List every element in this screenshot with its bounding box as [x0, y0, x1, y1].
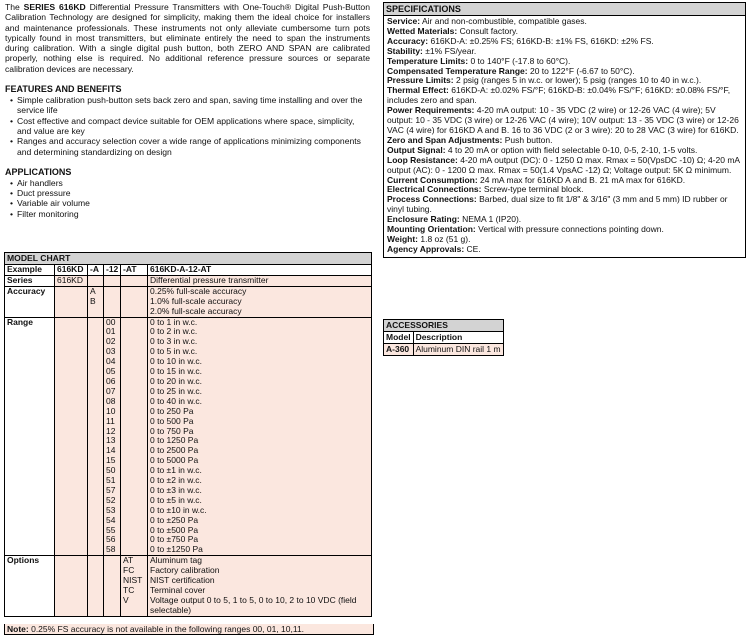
model-chart-note: Note: 0.25% FS accuracy is not available in the following ranges 00, 01, 10,11. — [4, 624, 374, 635]
range-code: 07 — [106, 385, 116, 396]
accessories-col-desc: Description — [413, 332, 503, 344]
features-list — [5, 95, 370, 157]
specifications-title: SPECIFICATIONS — [384, 3, 745, 16]
range-code: 58 — [106, 544, 116, 555]
options-row: Options AT FC NIST TC V Aluminum tag Factory calibration NIST certification Terminal cover Voltage output 0 to 5, 1 to 5, 0 to 10, 2 to 10 VDC (field selectable) — [5, 556, 372, 616]
range-code: 15 — [106, 455, 116, 466]
range-row: Range 00 01 02 03 04 05 06 07 08 10 11 12 13 14 15 50 51 57 52 53 54 55 56 58 0 to 1 in w.c. 0 to 2 in w.c. 0 to 3 in w.c. 0 to 5 in w.c. 0 to 10 in w.c. 0 to 15 in w.c. 0 to 20 in w.c. 0 to 25 in w.c. 0 to 40 in w.c. 0 to 250 Pa 0 to 500 Pa 0 to 750 Pa 0 to 1250 Pa 0 to 2500 Pa 0 to 5000 Pa 0 to ±1 in w.c. 0 to ±2 in w.c. 0 to ±3 in w.c. 0 to ±5 in w.c. 0 to ±10 in w.c. 0 to ±250 Pa 0 to ±500 Pa 0 to ±750 Pa 0 to ±1250 Pa — [5, 317, 372, 556]
option-desc: NIST certification — [150, 575, 215, 586]
spec-item: Thermal Effect: 616KD-A: ±0.02% FS/°F; 616KD-B: ±0.04% FS/°F; 616KD: ±0.08% FS/°F, includes zero and span. — [387, 85, 731, 106]
feature-item: • Simple calibration push-button sets back zero and span, saving time installing and over the service life — [11, 95, 370, 116]
range-code: 51 — [106, 475, 116, 486]
left-column — [5, 2, 370, 219]
accuracy-desc: 0.25% full-scale accuracy — [150, 285, 247, 296]
range-desc: 0 to 500 Pa — [150, 415, 194, 426]
range-code: 13 — [106, 435, 116, 446]
range-code: 55 — [106, 524, 116, 535]
range-desc: 0 to 5 in w.c. — [150, 346, 198, 357]
model-chart — [4, 252, 372, 617]
range-desc: 0 to 2500 Pa — [150, 445, 199, 456]
feature-item: • Ranges and accuracy selection cover a wide range of applications minimizing components and determining standardizing on design — [11, 136, 370, 157]
option-code: NIST — [123, 575, 143, 586]
spec-item: Electrical Connections: Screw-type terminal block. — [387, 184, 584, 195]
spec-item: Enclosure Rating: NEMA 1 (IP20). — [387, 214, 522, 225]
specifications-body — [384, 16, 745, 257]
range-desc: 0 to ±10 in w.c. — [150, 504, 207, 515]
accessories-box — [383, 319, 504, 356]
range-code: 01 — [106, 326, 116, 337]
range-desc: 0 to ±1 in w.c. — [150, 465, 202, 476]
range-code: 53 — [106, 504, 116, 515]
features-title: FEATURES AND BENEFITS — [5, 84, 122, 95]
accessories-table — [383, 319, 504, 356]
accuracy-desc: 1.0% full-scale accuracy — [150, 295, 242, 306]
range-code: 05 — [106, 366, 116, 377]
range-code: 02 — [106, 336, 116, 347]
range-code: 10 — [106, 405, 116, 416]
application-item: • Air handlers — [11, 178, 370, 188]
option-desc: Aluminum tag — [150, 555, 202, 566]
range-desc: 0 to ±3 in w.c. — [150, 484, 202, 495]
range-code: 06 — [106, 375, 116, 386]
accessories-col-model: Model — [384, 332, 414, 344]
range-code: 12 — [106, 425, 116, 436]
series-row: Series 616KD Differential pressure transmitter — [5, 275, 372, 286]
range-code: 08 — [106, 395, 116, 406]
range-code: 56 — [106, 534, 116, 545]
range-desc: 0 to 2 in w.c. — [150, 326, 198, 337]
spec-item: Power Requirements: 4-20 mA output: 10 - 35 VDC (2 wire) or 12-26 VAC (4 wire); 5V output: 10 - 35 VDC (3 wire) or 12-26 VAC (4 wire); 10V output: 13 - 35 VDC (3 wire) or 12-26 VAC (4 wire) for 616KD A and B. 16 to 36 VDC (2 or 3 wire): 20 to 28 VAC (3 wire) for 616KD. — [387, 105, 739, 135]
spec-item: Pressure Limits: 2 psig (ranges 5 in w.c. or lower); 5 psig (ranges 10 to 40 in w.c.). — [387, 75, 702, 86]
application-item: • Duct pressure — [11, 188, 370, 198]
range-desc: 0 to ±500 Pa — [150, 524, 199, 535]
range-code: 57 — [106, 484, 116, 495]
accessory-row: A-360 Aluminum DIN rail 1 m — [384, 344, 504, 356]
option-desc: Voltage output 0 to 5, 1 to 5, 0 to 10, 2 to 10 VDC (field selectable) — [150, 594, 357, 615]
range-desc: 0 to 40 in w.c. — [150, 395, 202, 406]
applications-title: APPLICATIONS — [5, 166, 72, 177]
range-code: 03 — [106, 346, 116, 357]
range-desc: 0 to 15 in w.c. — [150, 366, 202, 377]
range-desc: 0 to ±250 Pa — [150, 514, 199, 525]
option-code: AT — [123, 555, 134, 566]
range-code: 11 — [106, 415, 115, 426]
range-code: 52 — [106, 494, 116, 505]
spec-item: Mounting Orientation: Vertical with pressure connections pointing down. — [387, 224, 664, 235]
range-desc: 0 to 750 Pa — [150, 425, 194, 436]
range-desc: 0 to 3 in w.c. — [150, 336, 198, 347]
intro-paragraph: The SERIES 616KD Differential Pressure Transmitters with One-Touch® Digital Push-Button Calibration Technology are designed for simplicity, making them the ideal choice for installers and maintenance professionals. These instruments not only alleviate cumbersome turn pots typically found in most transmitters, but eliminate entirely the need to span the instruments during calibration. With a single digital push button, both ZERO AND SPAN are calibrated properly, nothing else is required. No additional reference pressure sources or separate calibration devices are necessary. — [5, 2, 370, 74]
accuracy-code: A — [90, 285, 96, 296]
model-chart-table — [4, 264, 372, 617]
range-code: 00 — [106, 316, 116, 327]
application-item: • Filter monitoring — [11, 209, 370, 219]
range-desc: 0 to 20 in w.c. — [150, 375, 202, 386]
spec-item: Service: Air and non-combustible, compatible gases. — [387, 16, 587, 26]
spec-item: Weight: 1.8 oz (51 g). — [387, 233, 471, 244]
model-chart-title: MODEL CHART — [4, 252, 372, 264]
applications-list — [5, 178, 370, 219]
option-code: FC — [123, 565, 135, 576]
example-row: Example 616KD -A -12 -AT 616KD-A-12-AT — [5, 265, 372, 276]
spec-item: Accuracy: 616KD-A: ±0.25% FS; 616KD-B: ±1% FS, 616KD: ±2% FS. — [387, 35, 654, 46]
range-desc: 0 to 1 in w.c. — [150, 316, 198, 327]
spec-item: Current Consumption: 24 mA max for 616KD A and B. 21 mA max for 616KD. — [387, 174, 686, 185]
spec-item: Temperature Limits: 0 to 140°F (-17.8 to 60°C). — [387, 55, 571, 66]
option-code: TC — [123, 585, 135, 595]
spec-item: Output Signal: 4 to 20 mA or option with field selectable 0-10, 0-5, 2-10, 1-5 volts. — [387, 144, 698, 155]
range-code: 50 — [106, 465, 116, 476]
range-desc: 0 to 25 in w.c. — [150, 385, 202, 396]
range-desc: 0 to ±750 Pa — [150, 534, 199, 545]
spec-item: Stability: ±1% FS/year. — [387, 45, 477, 56]
accuracy-row: Accuracy A B 0.25% full-scale accuracy 1.0% full-scale accuracy 2.0% full-scale accuracy — [5, 286, 372, 317]
accuracy-code: B — [90, 295, 96, 306]
range-desc: 0 to ±5 in w.c. — [150, 494, 202, 505]
series-name: SERIES 616KD — [23, 2, 86, 12]
range-desc: 0 to 250 Pa — [150, 405, 194, 416]
spec-item: Agency Approvals: CE. — [387, 243, 481, 254]
range-desc: 0 to ±2 in w.c. — [150, 475, 202, 486]
option-desc: Terminal cover — [150, 585, 206, 595]
range-desc: 0 to 5000 Pa — [150, 455, 199, 466]
accuracy-code — [90, 307, 101, 317]
spec-item: Wetted Materials: Consult factory. — [387, 25, 519, 36]
feature-item: • Cost effective and compact device suitable for OEM applications where space, simplicity, and value are key — [11, 116, 370, 137]
spec-item: Process Connections: Barbed, dual size to fit 1/8" & 3/16" (3 mm and 5 mm) ID rubber or vinyl tubing. — [387, 194, 728, 215]
specifications-box — [383, 2, 746, 258]
spec-item: Compensated Temperature Range: 20 to 122°F (-6.67 to 50°C). — [387, 65, 635, 76]
accuracy-desc: 2.0% full-scale accuracy — [150, 305, 242, 316]
range-code: 04 — [106, 356, 116, 367]
spec-item: Loop Resistance: 4-20 mA output (DC): 0 - 1250 Ω max. Rmax = 50(VpsDC -10) Ω; 4-20 mA output (AC): 0 - 1200 Ω max. Rmax = 50(1.4 VpsAC -12) Ω; Voltage output: 5K Ω minimum. — [387, 154, 740, 175]
option-desc: Factory calibration — [150, 565, 220, 576]
range-code: 14 — [106, 445, 116, 456]
range-desc: 0 to 1250 Pa — [150, 435, 199, 446]
range-desc: 0 to 10 in w.c. — [150, 356, 202, 367]
range-code: 54 — [106, 514, 116, 525]
range-desc: 0 to ±1250 Pa — [150, 544, 203, 555]
accessories-title: ACCESSORIES — [384, 320, 504, 332]
option-code: V — [123, 594, 129, 605]
application-item: • Variable air volume — [11, 198, 370, 208]
spec-item: Zero and Span Adjustments: Push button. — [387, 134, 553, 145]
